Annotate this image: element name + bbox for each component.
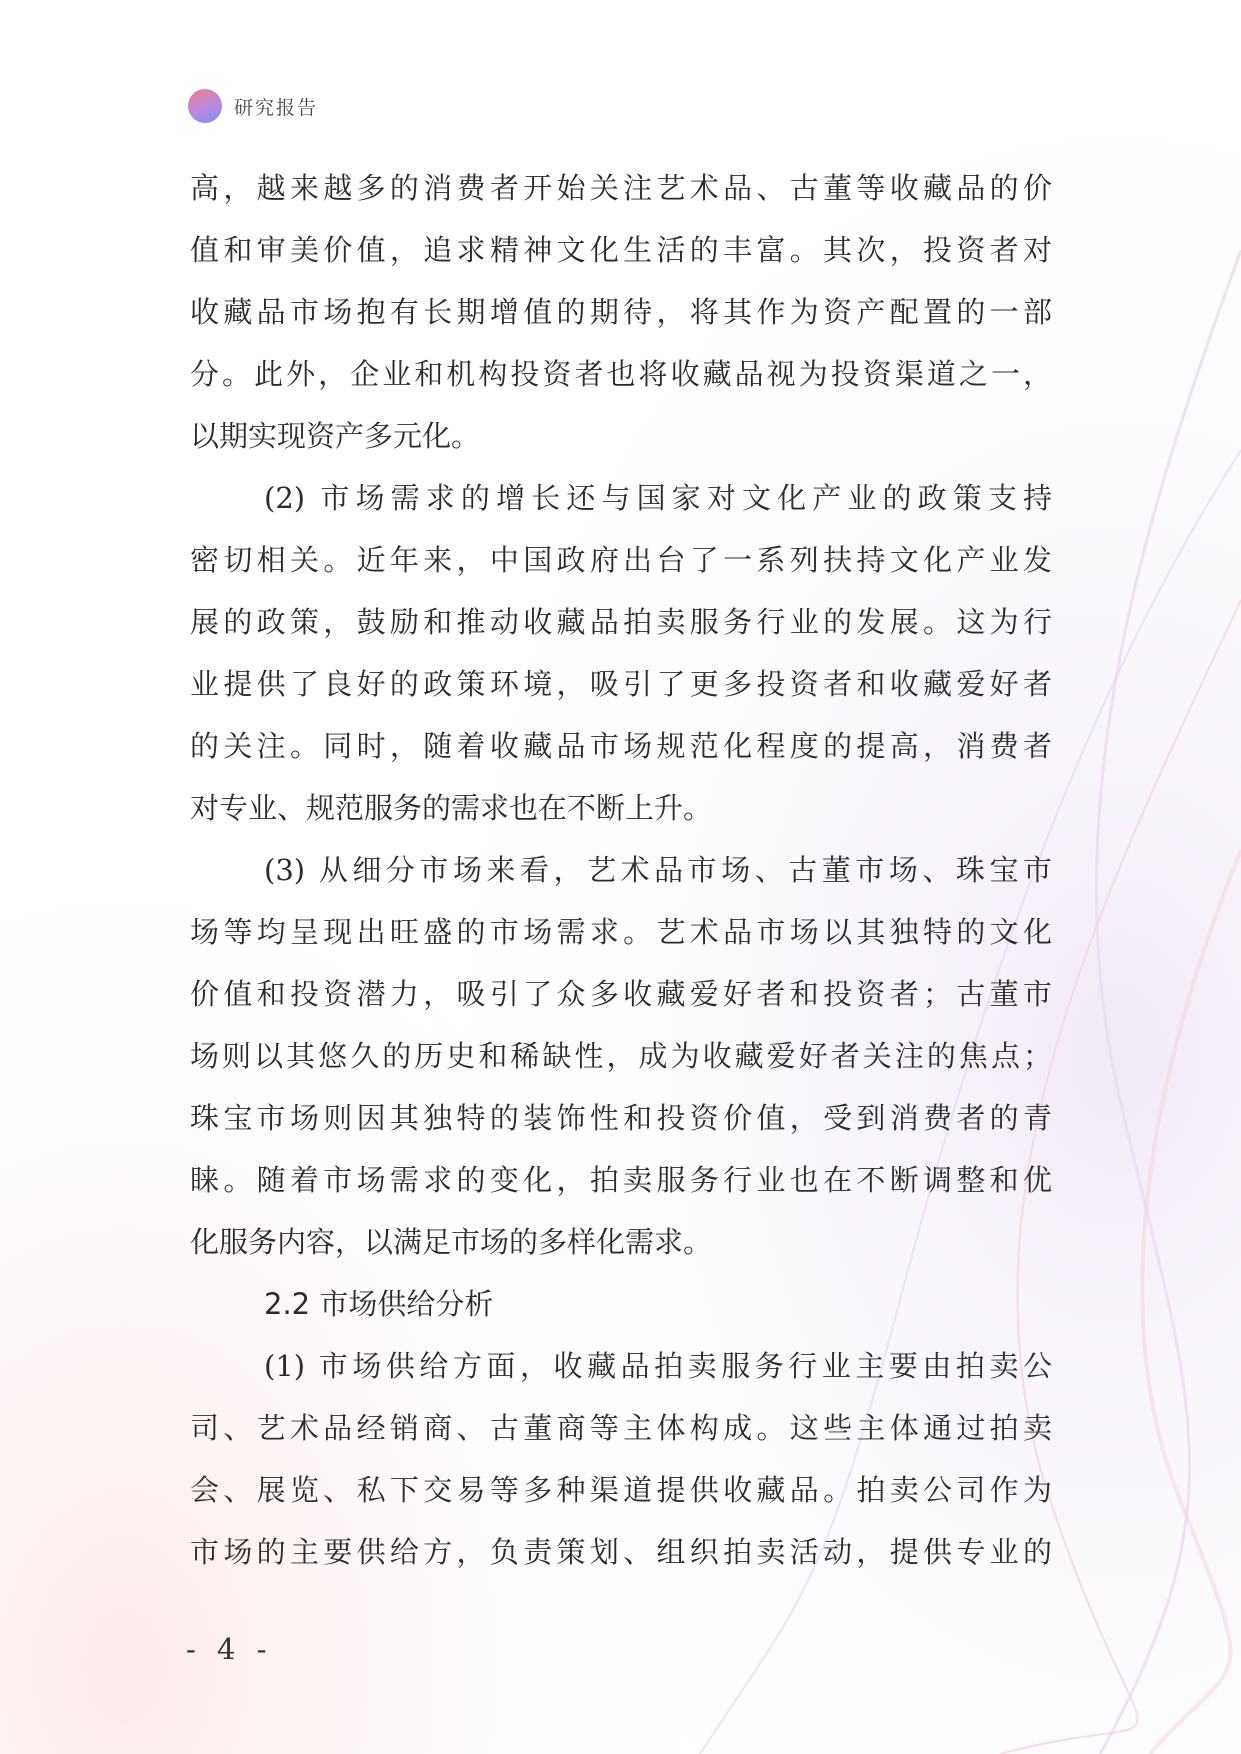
page-number: - 4 - [186,1632,273,1666]
body-line: 的关注。同时，随着收藏品市场规范化程度的提高，消费者 [190,729,1052,763]
document-body [190,157,1052,1583]
body-line: 司、艺术品经销商、古董商等主体构成。这些主体通过拍卖 [190,1411,1052,1445]
body-line: 场等均呈现出旺盛的市场需求。艺术品市场以其独特的文化 [190,915,1052,949]
body-line: 会、展览、私下交易等多种渠道提供收藏品。拍卖公司作为 [190,1473,1052,1507]
paragraph-4-start: (1) 市场供给方面，收藏品拍卖服务行业主要由拍卖公 [264,1349,1052,1383]
body-line: 市场的主要供给方，负责策划、组织拍卖活动，提供专业的 [190,1535,1052,1569]
logo-circle-icon [188,89,222,123]
paragraph-2-start: (2) 市场需求的增长还与国家对文化产业的政策支持 [264,481,1052,515]
body-line: 场则以其悠久的历史和稀缺性，成为收藏爱好者关注的焦点； [190,1039,1052,1073]
body-line: 业提供了良好的政策环境，吸引了更多投资者和收藏爱好者 [190,667,1052,701]
body-line: 对专业、规范服务的需求也在不断上升。 [190,791,713,825]
body-line: 密切相关。近年来，中国政府出台了一系列扶持文化产业发 [190,543,1052,577]
body-line: 化服务内容，以满足市场的多样化需求。 [190,1225,713,1259]
body-line: 展的政策，鼓励和推动收藏品拍卖服务行业的发展。这为行 [190,605,1052,639]
body-line: 值和审美价值，追求精神文化生活的丰富。其次，投资者对 [190,233,1052,267]
body-line: 以期实现资产多元化。 [190,419,481,453]
body-line: 分。此外，企业和机构投资者也将收藏品视为投资渠道之一， [190,357,1052,391]
body-line: 收藏品市场抱有长期增值的期待，将其作为资产配置的一部 [190,295,1052,329]
header-title: 研究报告 [234,96,319,119]
body-line: 高，越来越多的消费者开始关注艺术品、古董等收藏品的价 [190,171,1052,205]
body-line: 价值和投资潜力，吸引了众多收藏爱好者和投资者；古董市 [190,977,1052,1011]
body-line: 睐。随着市场需求的变化，拍卖服务行业也在不断调整和优 [190,1163,1052,1197]
body-line: 珠宝市场则因其独特的装饰性和投资价值，受到消费者的青 [190,1101,1052,1135]
paragraph-3-start: (3) 从细分市场来看，艺术品市场、古董市场、珠宝市 [264,853,1052,887]
report-header [188,89,318,123]
section-heading: 2.2 市场供给分析 [264,1287,494,1321]
